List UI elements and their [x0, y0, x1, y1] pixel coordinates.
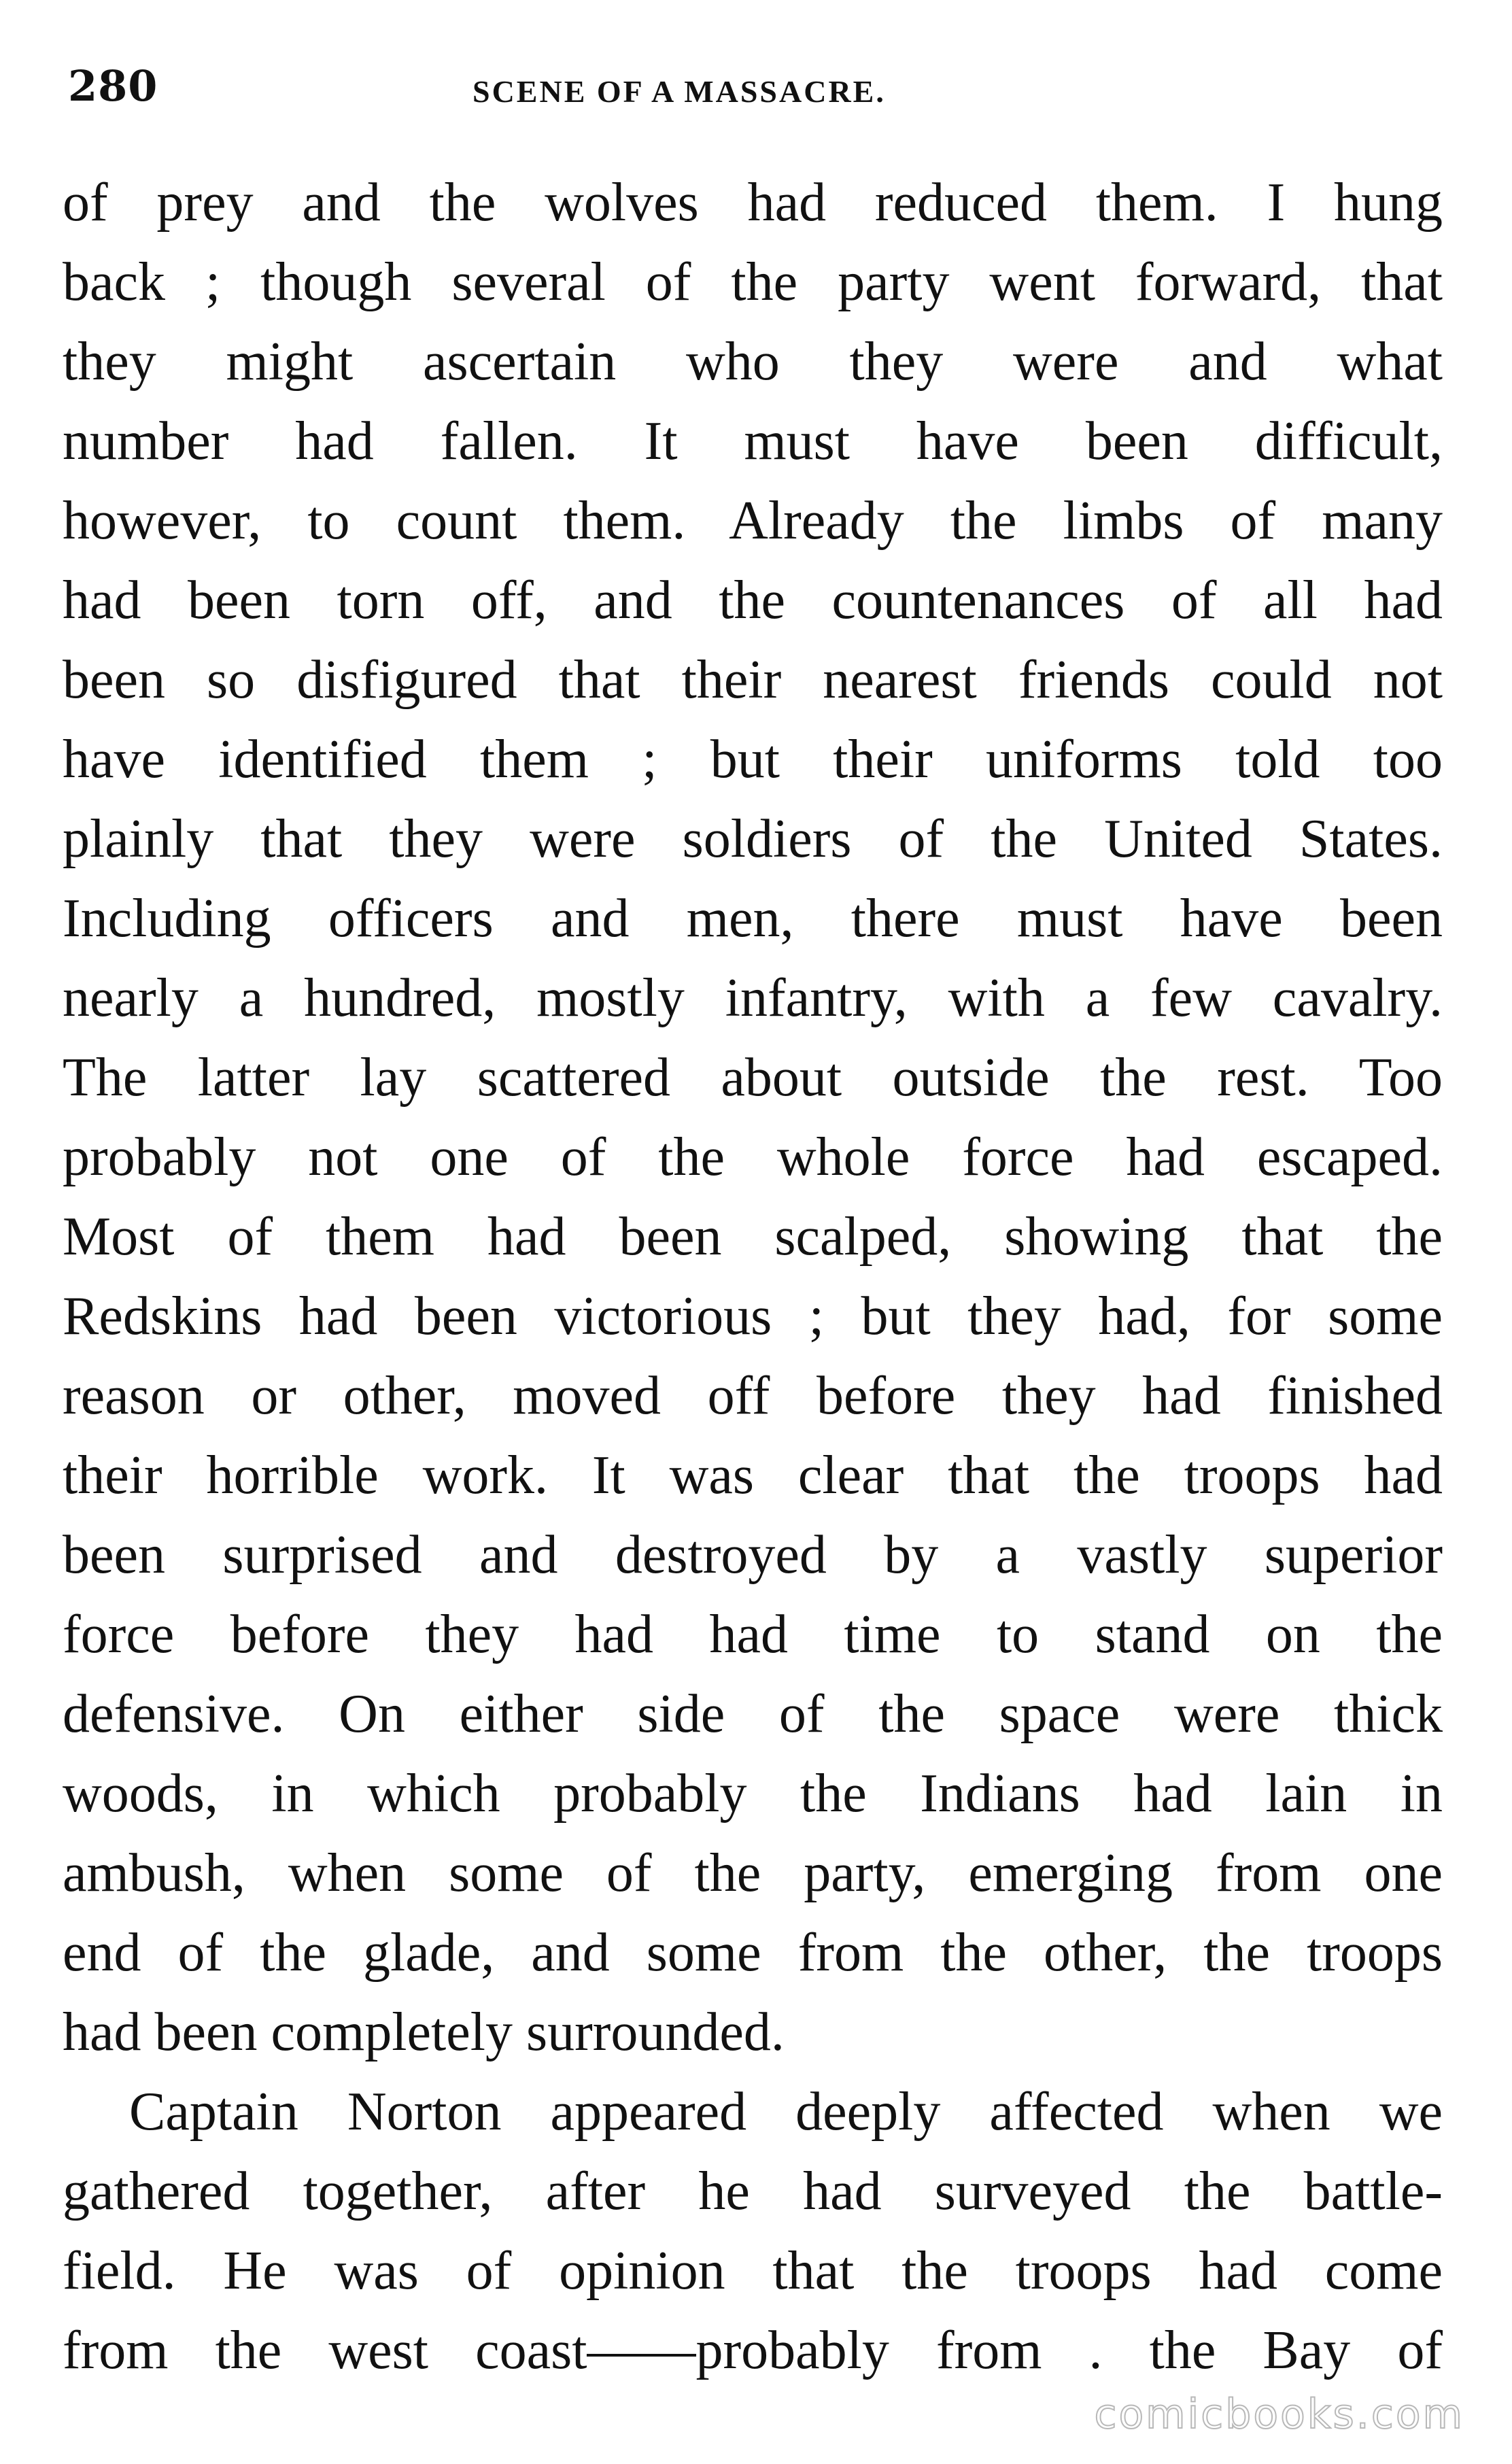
text-line: back ; though several of the party went forward, that: [63, 252, 1443, 312]
text-line: woods, in which probably the Indians had lain in: [63, 1764, 1443, 1824]
text-line: The latter lay scattered about outside the rest. Too: [63, 1048, 1443, 1108]
text-line: of prey and the wolves had reduced them. I hung: [63, 173, 1443, 233]
text-line: their horrible work. It was clear that the troops had: [63, 1445, 1443, 1505]
text-line: have identified them ; but their uniforms told too: [63, 730, 1443, 789]
text-line: had been completely surrounded.: [63, 2002, 785, 2062]
text-line: Captain Norton appeared deeply affected when we: [129, 2082, 1443, 2142]
text-line: probably not one of the whole force had escaped.: [63, 1127, 1443, 1187]
text-line: reason or other, moved off before they had finished: [63, 1366, 1443, 1426]
text-line: plainly that they were soldiers of the United States.: [63, 809, 1443, 869]
text-line: gathered together, after he had surveyed the battle-: [63, 2161, 1443, 2221]
text-line: number had fallen. It must have been difficult,: [63, 411, 1443, 471]
text-line: field. He was of opinion that the troops had come: [63, 2241, 1443, 2301]
text-line: they might ascertain who they were and what: [63, 332, 1443, 392]
text-line: Redskins had been victorious ; but they had, for some: [63, 1286, 1443, 1346]
text-line: however, to count them. Already the limbs of many: [63, 491, 1443, 551]
text-line: nearly a hundred, mostly infantry, with a few cavalry.: [63, 968, 1443, 1028]
text-line: been so disfigured that their nearest friends could not: [63, 650, 1443, 710]
running-head: SCENE OF A MASSACRE.: [472, 74, 886, 109]
text-line: defensive. On either side of the space were thick: [63, 1684, 1443, 1744]
body-text: [63, 163, 1443, 2391]
text-line: ambush, when some of the party, emerging from one: [63, 1843, 1443, 1903]
text-line: Including officers and men, there must have been: [63, 889, 1443, 948]
text-line: been surprised and destroyed by a vastly superior: [63, 1525, 1443, 1585]
page-header: [68, 61, 1434, 122]
text-line: had been torn off, and the countenances of all had: [63, 570, 1443, 630]
text-line: Most of them had been scalped, showing that the: [63, 1207, 1443, 1267]
text-line: from the west coast——probably from . the Bay of: [63, 2321, 1443, 2380]
text-line: force before they had had time to stand on the: [63, 1605, 1443, 1664]
watermark: comicbooks.com: [1094, 2391, 1464, 2438]
page-number: 280: [68, 61, 158, 111]
text-line: end of the glade, and some from the other, the troops: [63, 1923, 1443, 1983]
